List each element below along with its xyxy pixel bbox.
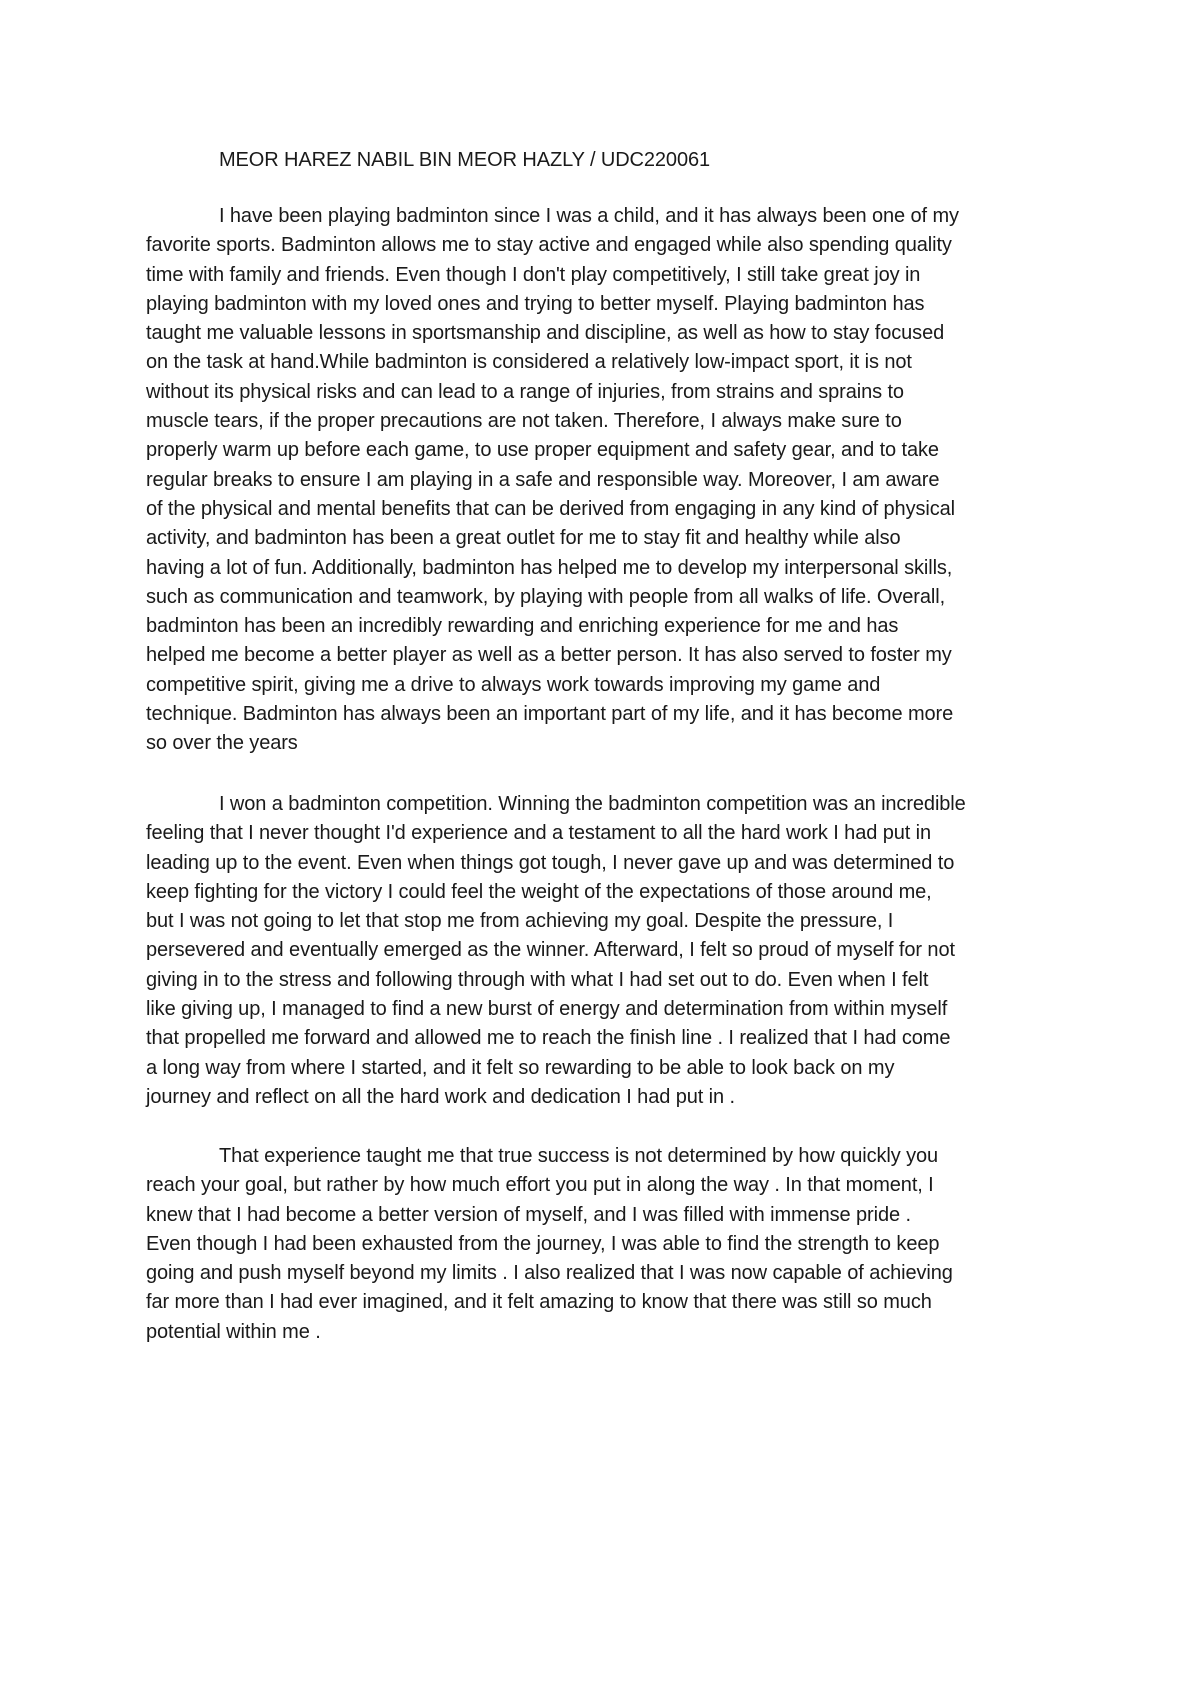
author-header: MEOR HAREZ NABIL BIN MEOR HAZLY / UDC220061: [219, 149, 711, 171]
paragraph-3: That experience taught me that true success is not determined by how quickly you reach your goal, but rather by how much effort you put in along the way . In that moment, I knew that I had become a better version of myself, and I was filled with immense pride . Even though I had been exhausted from the journey, I was able to find the strength to keep going and push myself beyond my limits . I also realized that I was now capable of achieving far more than I had ever imagined, and it felt amazing to know that there was still so much potential within me .: [146, 1145, 953, 1343]
paragraph-1: I have been playing badminton since I was a child, and it has always been one of my favorite sports. Badminton allows me to stay active and engaged while also spending quality time with family and friends. Even though I don't play competitively, I still take great joy in playing badminton with my loved ones and trying to better myself. Playing badminton has taught me valuable lessons in sportsmanship and discipline, as well as how to stay focused on the task at hand.While badminton is considered a relatively low-impact sport, it is not without its physical risks and can lead to a range of injuries, from strains and sprains to muscle tears, if the proper precautions are not taken. Therefore, I always make sure to properly warm up before each game, to use proper equipment and safety gear, and to take regular breaks to ensure I am playing in a safe and responsible way. Moreover, I am aware of the physical and mental benefits that can be derived from engaging in any kind of physical activity, and badminton has been a great outlet for me to stay fit and healthy while also having a lot of fun. Additionally, badminton has helped me to develop my interpersonal skills, such as communication and teamwork, by playing with people from all walks of life. Overall, badminton has been an incredibly rewarding and enriching experience for me and has helped me become a better player as well as a better person. It has also served to foster my competitive spirit, giving me a drive to always work towards improving my game and technique. Badminton has always been an important part of my life, and it has become more so over the years: [146, 205, 959, 755]
paragraph-2: I won a badminton competition. Winning the badminton competition was an incredible feeling that I never thought I'd experience and a testament to all the hard work I had put in leading up to the event. Even when things got tough, I never gave up and was determined to keep fighting for the victory I could feel the weight of the expectations of those around me, but I was not going to let that stop me from achieving my goal. Despite the pressure, I persevered and eventually emerged as the winner. Afterward, I felt so proud of myself for not giving in to the stress and following through with what I had set out to do. Even when I felt like giving up, I managed to find a new burst of energy and determination from within myself that propelled me forward and allowed me to reach the finish line . I realized that I had come a long way from where I started, and it felt so rewarding to be able to look back on my journey and reflect on all the hard work and dedication I had put in .: [146, 793, 966, 1108]
